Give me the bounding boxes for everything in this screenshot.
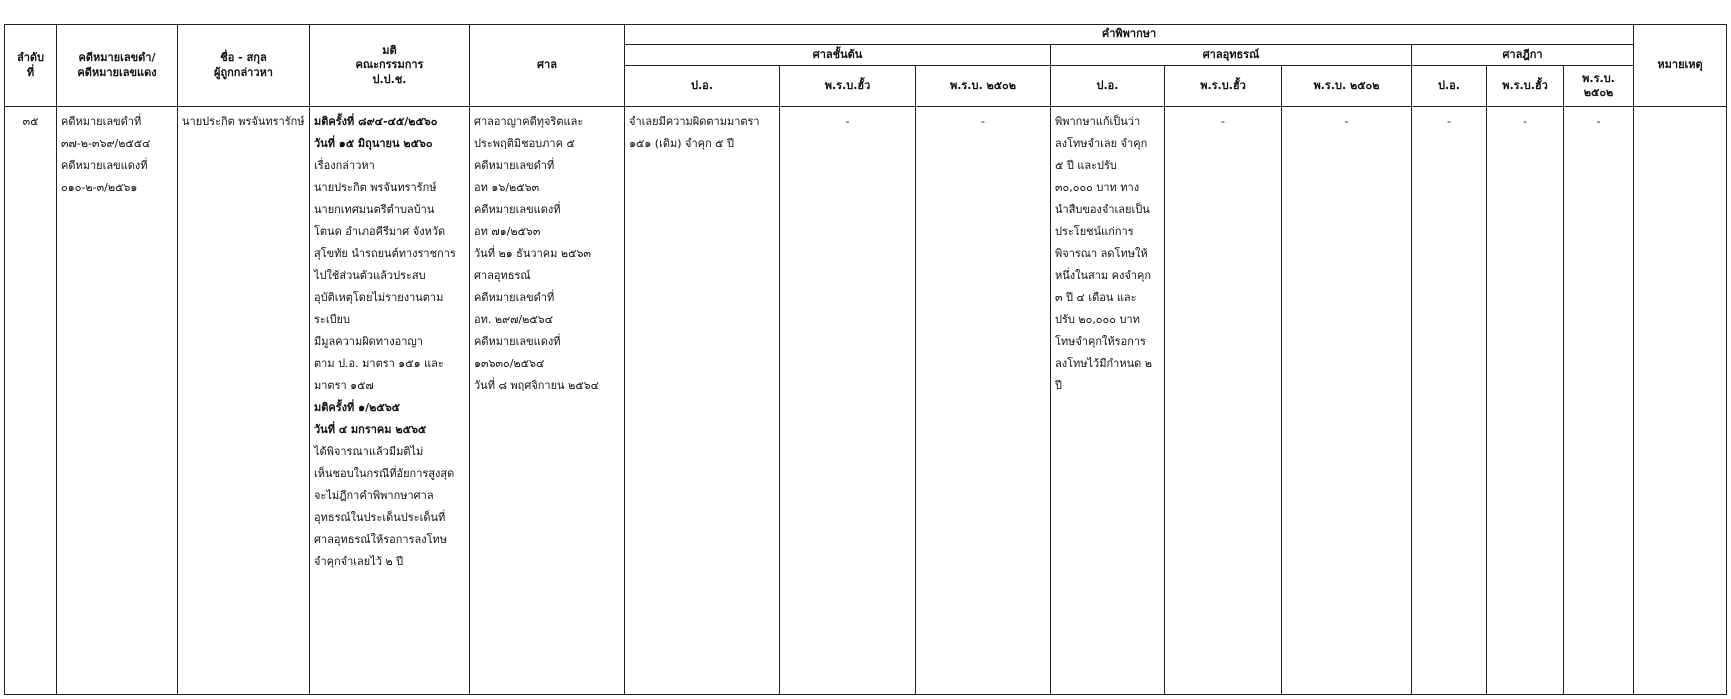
header-sc-act-2502: พ.ร.บ. ๒๕๐๒ (1564, 66, 1634, 107)
resolution-line: มติครั้งที่ ๑/๒๕๖๕ (314, 401, 400, 414)
resolution-line: มีมูลความผิดทางอาญา (314, 335, 423, 348)
resolution-line: วันที่ ๑๕ มิถุนายน ๒๕๖๐ (314, 137, 433, 150)
appeal-verdict-line: โทษจำคุกให้รอการ (1055, 335, 1146, 348)
appeal-verdict-line: ปี (1055, 379, 1062, 392)
remarks-cell (1634, 107, 1727, 695)
judgment-table (4, 24, 1727, 695)
resolution-line: เรื่องกล่าวหา (314, 159, 375, 172)
header-appeal: ศาลอุทธรณ์ (1051, 45, 1412, 66)
accused-name-cell (178, 107, 310, 695)
court-cell (470, 107, 625, 695)
dash-value: - (1344, 115, 1349, 128)
row-no-cell (5, 107, 57, 695)
header-ap-criminal-code: ป.อ. (1051, 66, 1165, 107)
black-case-number: ๓๗-๒-๓๖๙/๒๕๕๔ (61, 137, 151, 150)
header-ap-act-2502: พ.ร.บ. ๒๕๐๒ (1282, 66, 1412, 107)
fi-act-2502-cell (916, 107, 1051, 695)
ap-criminal-code-cell (1051, 107, 1165, 695)
table-row (5, 107, 1727, 695)
court-line: ศาลอาญาคดีทุจริตและ (474, 115, 584, 128)
red-case-number: ๐๑๐-๒-๓/๒๕๖๑ (61, 181, 138, 194)
resolution-cell (310, 107, 470, 695)
header-sc-criminal-code: ป.อ. (1412, 66, 1487, 107)
header-sc-org-act: พ.ร.บ.ฮั้ว (1487, 66, 1564, 107)
resolution-line: อุบัติเหตุโดยไม่รายงานตาม (314, 291, 444, 304)
red-case-label: คดีหมายเลขแดงที่ (61, 159, 148, 172)
header-first-instance: ศาลชั้นต้น (625, 45, 1051, 66)
header-fi-act-2502: พ.ร.บ. ๒๕๐๒ (916, 66, 1051, 107)
header-judgment: คำพิพากษา (625, 25, 1634, 45)
resolution-line: วันที่ ๔ มกราคม ๒๕๖๕ (314, 423, 427, 436)
resolution-line: ไปใช้ส่วนตัวแล้วประสบ (314, 269, 426, 282)
header-fi-org-act: พ.ร.บ.ฮั้ว (780, 66, 916, 107)
court-line: คดีหมายเลขแดงที่ (474, 203, 561, 216)
resolution-line: ตาม ป.อ. มาตรา ๑๕๑ และ (314, 357, 444, 370)
dash-value: - (1596, 115, 1601, 128)
header-supreme: ศาลฎีกา (1412, 45, 1634, 66)
appeal-verdict (1051, 107, 1164, 401)
resolution-line: มาตรา ๑๕๗ (314, 379, 374, 392)
appeal-verdict-line: ๕ ปี และปรับ (1055, 159, 1117, 172)
appeal-verdict-line: ประโยชน์แก่การ (1055, 225, 1134, 238)
appeal-verdict-line: ลงโทษไว้มีกำหนด ๒ (1055, 357, 1152, 370)
court-line: อท ๗๑/๒๕๖๓ (474, 225, 541, 238)
header-fi-criminal-code: ป.อ. (625, 66, 780, 107)
appeal-verdict-line: พิจารณา ลดโทษให้ (1055, 247, 1148, 260)
appeal-verdict-line: หนึ่งในสาม คงจำคุก (1055, 269, 1152, 282)
header-accused-name: ชื่อ - สกุล ผู้ถูกกล่าวหา (178, 25, 310, 107)
court-text (470, 107, 624, 401)
resolution-line: นายประกิต พรจันทรารักษ์ (314, 181, 437, 194)
fi-verdict-line: ๑๕๑ (เดิม) จำคุก ๕ ปี (629, 137, 734, 150)
resolution-line: จำคุกจำเลยไว้ ๒ ปี (314, 555, 404, 568)
court-line: คดีหมายเลขแดงที่ (474, 335, 561, 348)
dash-value: - (1221, 115, 1225, 128)
header-nacc-resolution: มติ คณะกรรมการ ป.ป.ช. (310, 25, 470, 107)
ap-act-2502-cell (1282, 107, 1412, 695)
appeal-verdict-line: ปรับ ๒๐,๐๐๐ บาท (1055, 313, 1140, 326)
court-line: วันที่ ๒๑ ธันวาคม ๒๕๖๓ (474, 247, 591, 260)
fi-org-act-cell (780, 107, 916, 695)
sc-org-act-cell (1487, 107, 1564, 695)
accused-name: นายประกิต พรจันทรารักษ์ (182, 115, 305, 128)
row-no: ๓๕ (22, 115, 39, 128)
resolution-line: ระเบียบ (314, 313, 350, 326)
appeal-verdict-line: พิพากษาแก้เป็นว่า (1055, 115, 1141, 128)
fi-verdict-line: จำเลยมีความผิดตามมาตรา (629, 115, 760, 128)
court-line: ศาลอุทธรณ์ (474, 269, 531, 282)
court-line: ๑๓๖๓๐/๒๕๖๔ (474, 357, 545, 370)
resolution-line: มติครั้งที่ ๘๙๔-๔๕/๒๕๖๐ (314, 115, 438, 128)
resolution-line: โตนด อำเภอคีรีมาศ จังหวัด (314, 225, 446, 238)
resolution-line: สุโขทัย นำรถยนต์ทางราชการ (314, 247, 456, 260)
fi-criminal-code-cell (625, 107, 780, 695)
dash-value: - (1523, 115, 1527, 128)
resolution-line: นายกเทศมนตรีตำบลบ้าน (314, 203, 435, 216)
black-case-label: คดีหมายเลขดำที่ (61, 115, 142, 128)
sc-criminal-code-cell (1412, 107, 1487, 695)
dash-value: - (981, 115, 985, 128)
header-court: ศาล (470, 25, 625, 107)
court-line: ประพฤติมิชอบภาค ๕ (474, 137, 575, 150)
case-no-cell (57, 107, 178, 695)
resolution-line: ศาลอุทธรณ์ให้รอการลงโทษ (314, 533, 447, 546)
court-line: วันที่ ๘ พฤศจิกายน ๒๕๖๔ (474, 379, 599, 392)
sc-act-2502-cell (1564, 107, 1634, 695)
appeal-verdict-line: ๓ ปี ๔ เดือน และ (1055, 291, 1137, 304)
remarks-text (1634, 107, 1726, 115)
resolution-text (310, 107, 469, 577)
header-ap-org-act: พ.ร.บ.ฮั้ว (1165, 66, 1282, 107)
appeal-verdict-line: ๓๐,๐๐๐ บาท ทาง (1055, 181, 1140, 194)
appeal-verdict-line: ลงโทษจำเลย จำคุก (1055, 137, 1148, 150)
header-no: ลำดับ ที่ (5, 25, 57, 107)
court-line: อท ๑๖/๒๕๖๓ (474, 181, 540, 194)
court-line: อท. ๒๙๗/๒๕๖๔ (474, 313, 554, 326)
court-line: คดีหมายเลขดำที่ (474, 159, 555, 172)
resolution-line: ได้พิจารณาแล้วมีมติไม่ (314, 445, 424, 458)
appeal-verdict-line: นำสืบของจำเลยเป็น (1055, 203, 1150, 216)
resolution-line: อุทธรณ์ในประเด็นประเด็นที่ (314, 511, 446, 524)
court-line: คดีหมายเลขดำที่ (474, 291, 555, 304)
ap-org-act-cell (1165, 107, 1282, 695)
dash-value: - (1447, 115, 1451, 128)
header-remarks: หมายเหตุ (1634, 25, 1727, 107)
resolution-line: เห็นชอบในกรณีที่อัยการสูงสุด (314, 467, 455, 480)
header-case-no: คดีหมายเลขดำ/ คดีหมายเลขแดง (57, 25, 178, 107)
resolution-line: จะไม่ฎีกาคำพิพากษาศาล (314, 489, 434, 502)
dash-value: - (845, 115, 850, 128)
